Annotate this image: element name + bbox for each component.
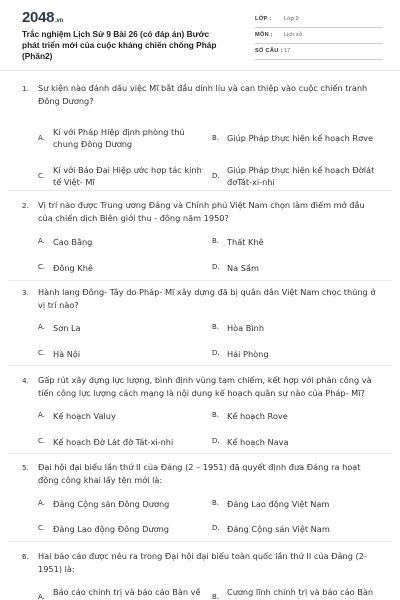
option-c[interactable] xyxy=(38,262,208,276)
option-c[interactable] xyxy=(38,348,208,362)
option-letter: D. xyxy=(212,263,220,271)
question-stem xyxy=(38,199,383,224)
option-line: Giúp Pháp thực hiện kế hoạch Đờlát xyxy=(227,165,375,175)
option-text xyxy=(53,126,185,150)
option-text: Hải Phòng xyxy=(227,349,269,359)
option-letter: B. xyxy=(212,323,220,331)
option-d[interactable] xyxy=(212,523,387,537)
option-letter: B. xyxy=(212,237,220,245)
option-letter: C. xyxy=(38,172,46,180)
stem-line: động công khai lấy tên mới là: xyxy=(38,474,163,485)
option-b[interactable] xyxy=(212,586,387,600)
option-text: Đảng Lao động Việt Nam xyxy=(227,499,330,509)
option-letter: B. xyxy=(212,499,220,507)
option-letter: D. xyxy=(212,349,220,357)
question-number: 4. xyxy=(22,376,29,385)
document-meta xyxy=(255,12,383,60)
question-1 xyxy=(0,82,400,192)
option-a[interactable] xyxy=(38,236,208,250)
option-a[interactable] xyxy=(38,322,208,336)
option-letter: D. xyxy=(212,524,220,532)
option-letter: A. xyxy=(38,323,45,331)
meta-value: 17 xyxy=(284,48,291,54)
question-number: 6. xyxy=(22,552,29,561)
option-b[interactable] xyxy=(212,126,387,152)
option-letter: D. xyxy=(212,437,220,445)
question-stem xyxy=(38,82,383,107)
option-c[interactable] xyxy=(38,164,208,190)
option-a[interactable] xyxy=(38,498,208,512)
option-text: Thất Khê xyxy=(227,237,264,247)
option-letter: D. xyxy=(212,172,220,180)
question-number: 5. xyxy=(22,463,29,472)
option-d[interactable] xyxy=(212,348,387,362)
option-letter: C. xyxy=(38,349,46,357)
document-title: Trắc nghiệm Lịch Sử 9 Bài 26 (có đáp án) Bước phát triển mới của cuộc kháng chiến chống Pháp (Phần2) xyxy=(22,29,217,61)
document-header xyxy=(0,0,400,72)
stem-line: Hai báo cáo được nêu ra trong Đại hội đại biểu toàn quốc lần thứ II của Đảng (2- xyxy=(38,551,367,561)
meta-value: Lớp 9 xyxy=(284,16,299,22)
logo-suffix: .vn xyxy=(55,18,63,24)
logo-text: 2048 xyxy=(22,9,55,26)
option-text: Kế hoạch Đờ Lát đờ Tát-xi-nhi xyxy=(53,437,174,447)
stem-line: Gấp rút xây dựng lực lượng, bình định vùng tạm chiếm, kết hợp với phản công và xyxy=(38,375,372,385)
option-line: tế Việt- Mĩ xyxy=(53,177,95,187)
question-stem xyxy=(38,374,383,399)
option-text: Đảng Cộng sản Đông Dương xyxy=(53,499,170,509)
option-b[interactable] xyxy=(212,322,387,336)
question-4 xyxy=(0,374,400,454)
question-3 xyxy=(0,286,400,366)
stem-line: Đại hội đại biểu lần thứ II của Đảng (2 – 1951) đã quyết định đưa Đảng ra hoạt xyxy=(38,462,361,472)
stem-line: của chiến dịch Biên giới thu - đông năm 1950? xyxy=(38,212,229,223)
option-text: Báo cáo chính trị và báo cáo Bàn về xyxy=(53,587,201,597)
stem-line: Sự kiện nào đánh dấu việc Mĩ bắt đầu dính líu và can thiệp vào cuộc chiến tranh xyxy=(38,83,368,93)
question-number: 3. xyxy=(22,288,29,297)
question-6 xyxy=(0,550,400,600)
option-c[interactable] xyxy=(38,523,208,537)
option-line: Kí với Bảo Đại Hiệp ước hợp tác kinh xyxy=(53,165,202,175)
option-letter: A. xyxy=(38,134,45,142)
question-number: 2. xyxy=(22,201,29,210)
option-text: Đảng Cộng sản Việt Nam xyxy=(227,524,330,534)
option-letter: C. xyxy=(38,263,46,271)
meta-grade xyxy=(255,12,383,28)
option-b[interactable] xyxy=(212,410,387,424)
stem-line: Đông Dương? xyxy=(38,95,94,106)
option-d[interactable] xyxy=(212,262,387,276)
option-letter: B. xyxy=(212,134,220,142)
option-letter: A. xyxy=(38,411,45,419)
option-a[interactable] xyxy=(38,586,208,600)
option-letter: C. xyxy=(38,437,46,445)
option-text: Na Sầm xyxy=(227,263,259,273)
stem-line: 1951) là: xyxy=(38,563,75,574)
meta-question-count xyxy=(255,44,383,60)
meta-subject xyxy=(255,28,383,44)
question-divider xyxy=(8,541,392,542)
option-b[interactable] xyxy=(212,498,387,512)
meta-label: MÔN : xyxy=(255,32,273,38)
stem-line: tiến công lực lượng cách mạng là nội dung kế hoạch quân sự nào của Pháp- Mĩ? xyxy=(38,387,365,398)
stem-line: vị trí nào? xyxy=(38,299,79,310)
option-text: Cương lĩnh chính trị và báo cáo Bàn xyxy=(227,587,374,597)
option-line: Giúp Pháp thực hiện kế hoạch Rơve xyxy=(227,133,374,143)
question-2 xyxy=(0,199,400,279)
option-b[interactable] xyxy=(212,236,387,250)
option-text: Đảng Lao động Đông Dương xyxy=(53,524,169,534)
option-text: Kế hoạch Rove xyxy=(227,411,288,421)
option-letter: A. xyxy=(38,237,45,245)
option-letter: A. xyxy=(38,593,45,600)
meta-value: Lịch sử xyxy=(284,32,303,38)
option-d[interactable] xyxy=(212,436,387,450)
question-divider xyxy=(8,365,392,366)
question-number: 1. xyxy=(22,84,29,93)
option-text: Cao Bằng xyxy=(53,237,93,247)
question-stem xyxy=(38,550,383,575)
option-a[interactable] xyxy=(38,410,208,424)
option-text: Đông Khê xyxy=(53,263,93,273)
option-letter: B. xyxy=(212,411,220,419)
meta-label: LỚP : xyxy=(255,16,272,22)
option-text: Kế hoạch Nava xyxy=(227,437,289,447)
question-divider xyxy=(8,280,392,281)
option-text xyxy=(227,132,373,144)
option-letter: A. xyxy=(38,499,45,507)
option-d[interactable] xyxy=(212,164,387,190)
option-text xyxy=(53,164,202,188)
option-letter: B. xyxy=(212,593,220,600)
question-divider xyxy=(8,190,392,191)
option-line: đơTát-xi-nhi xyxy=(227,177,275,187)
option-c[interactable] xyxy=(38,436,208,450)
stem-line: Vị trí nào được Trung ương Đảng và Chính phủ Việt Nam chọn làm điểm mở đầu xyxy=(38,200,365,210)
option-text: Hòa Bình xyxy=(227,323,265,333)
option-line: Kí với Pháp Hiệp định phòng thủ xyxy=(53,127,185,137)
site-logo[interactable] xyxy=(22,9,63,26)
header-divider xyxy=(0,70,400,71)
option-text: Sơn La xyxy=(53,323,81,333)
option-letter: C. xyxy=(38,524,46,532)
question-divider xyxy=(8,453,392,454)
question-stem xyxy=(38,461,383,486)
meta-label: SỐ CÂU : xyxy=(255,48,283,54)
question-5 xyxy=(0,461,400,541)
option-text: Kế hoạch Valuy xyxy=(53,411,116,421)
option-text xyxy=(227,164,374,188)
stem-line: Hành lang Đông- Tây do Pháp- Mĩ xây dựng đã bị quân dân Việt Nam chọc thủng ở xyxy=(38,287,376,297)
option-a[interactable] xyxy=(38,126,208,152)
option-text: Hà Nội xyxy=(53,349,81,359)
question-stem xyxy=(38,286,383,311)
option-line: chung Đông Dương xyxy=(53,139,133,149)
